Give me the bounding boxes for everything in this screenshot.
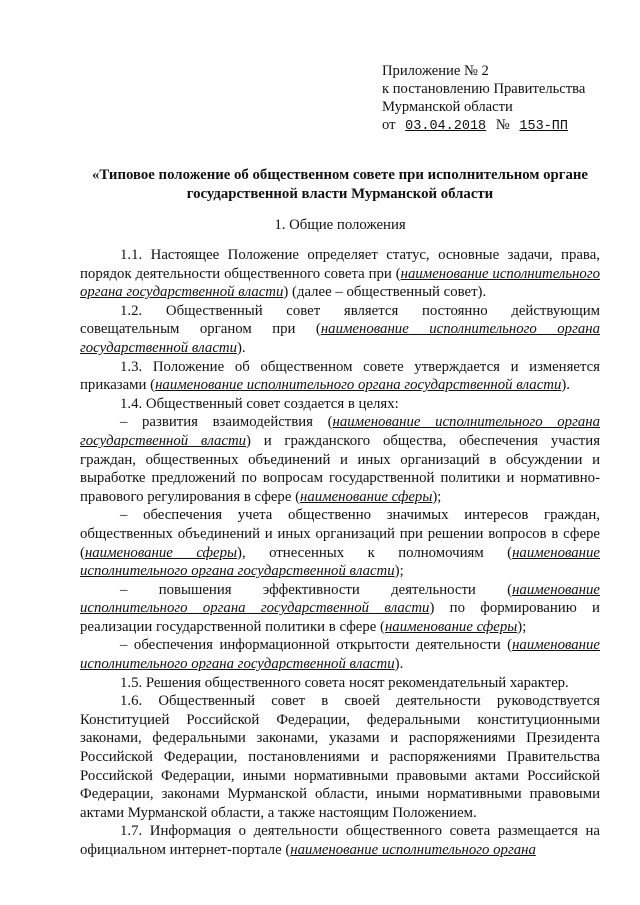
text: 1.7. Информация о деятельности общественного совета размещается на официальном интернет-портале ( <box>80 823 600 858</box>
document-title: «Типовое положение об общественном совете при исполнительном органе государственной власти Мурманской области <box>92 167 588 202</box>
placeholder-sphere: наименование сферы <box>384 618 518 635</box>
bullet-1 <box>80 413 600 506</box>
resolution-date: 03.04.2018 <box>405 119 487 134</box>
text: 1.1. Настоящее Положение определяет статус, основные задачи, права, порядок деятельности общественного совета при ( <box>80 247 600 282</box>
placeholder-organ: наименование исполнительного органа государственной власти <box>80 265 600 301</box>
placeholder-organ: наименование исполнительного органа государственной власти <box>80 414 600 449</box>
paragraph-1-3 <box>80 358 600 395</box>
text: ) (далее – общественный совет). <box>283 284 487 301</box>
text: ). <box>236 339 246 356</box>
bullet-2 <box>80 506 600 580</box>
section-heading: 1. Общие положения <box>274 217 406 233</box>
text: – обеспечения учета общественно значимых интересов граждан, общественных объединений и иных организаций при решении вопросов в сфере ( <box>80 507 600 561</box>
bullet-4 <box>80 636 600 673</box>
header-line-3: Мурманской области <box>382 99 513 115</box>
paragraph-1-4: 1.4. Общественный совет создается в целях: <box>120 395 399 412</box>
paragraph-1-6: 1.6. Общественный совет в своей деятельности руководствуется Конституцией Российской Федерации, федеральными конституционными законами, федеральными законами, указами и распоряжениями Президента Российской Федерации, постановлениями и распоряжениями Правительства Российской Федерации, иными нормативными правовыми актами Российской Федерации, законами Мурманской области, иными нормативными правовыми актами Мурманской области, а также настоящим Положением. <box>80 693 600 821</box>
placeholder-organ: наименование исполнительного органа государственной власти <box>80 637 600 673</box>
placeholder-sphere: наименование сферы <box>84 544 238 561</box>
placeholder-organ: наименование исполнительного органа государственной власти <box>155 377 562 394</box>
bullet-3 <box>80 581 600 637</box>
text: ); <box>517 618 527 635</box>
text: ) и гражданского общества, обеспечения участия граждан, общественных объединений и иных организаций в обсуждении и выработке предложений по вопросам государственной политики и нормативно-правового регулирования в сфере ( <box>80 432 600 505</box>
placeholder-organ: наименование исполнительного органа <box>290 842 536 858</box>
date-prefix: от <box>382 117 396 133</box>
appendix-header <box>382 62 585 136</box>
placeholder-organ: наименование исполнительного органа государственной власти <box>80 321 600 356</box>
paragraph-1-7 <box>80 822 600 859</box>
placeholder-organ: наименование исполнительного органа государственной власти <box>80 581 600 617</box>
paragraph-1-1 <box>80 246 600 302</box>
text: ). <box>394 656 404 673</box>
placeholder-organ: наименование исполнительного органа государственной власти <box>80 544 600 580</box>
text: ) по формированию и реализации государственной политики в сфере ( <box>80 600 600 635</box>
header-line-1: Приложение № 2 <box>382 63 489 79</box>
text: ); <box>394 563 404 580</box>
paragraph-1-5: 1.5. Решения общественного совета носят рекомендательный характер. <box>120 674 569 691</box>
document-body <box>80 246 600 860</box>
text: 1.2. Общественный совет является постоянно действующим совещательным органом при ( <box>80 302 600 338</box>
text: ), отнесенных к полномочиям ( <box>237 544 513 561</box>
text: – повышения эффективности деятельности ( <box>120 581 513 598</box>
paragraph-1-2 <box>80 302 600 358</box>
header-date-line <box>382 116 585 136</box>
header-line-2: к постановлению Правительства <box>382 81 586 97</box>
text: 1.3. Положение об общественном совете утверждается и изменяется приказами ( <box>80 358 600 394</box>
text: ); <box>432 488 442 505</box>
placeholder-sphere: наименование сферы <box>300 488 433 505</box>
text: – обеспечения информационной открытости деятельности ( <box>120 637 513 654</box>
text: – развития взаимодействия ( <box>120 414 333 431</box>
resolution-number: 153-ПП <box>519 119 569 134</box>
number-prefix: № <box>495 117 510 133</box>
text: ). <box>561 377 570 394</box>
